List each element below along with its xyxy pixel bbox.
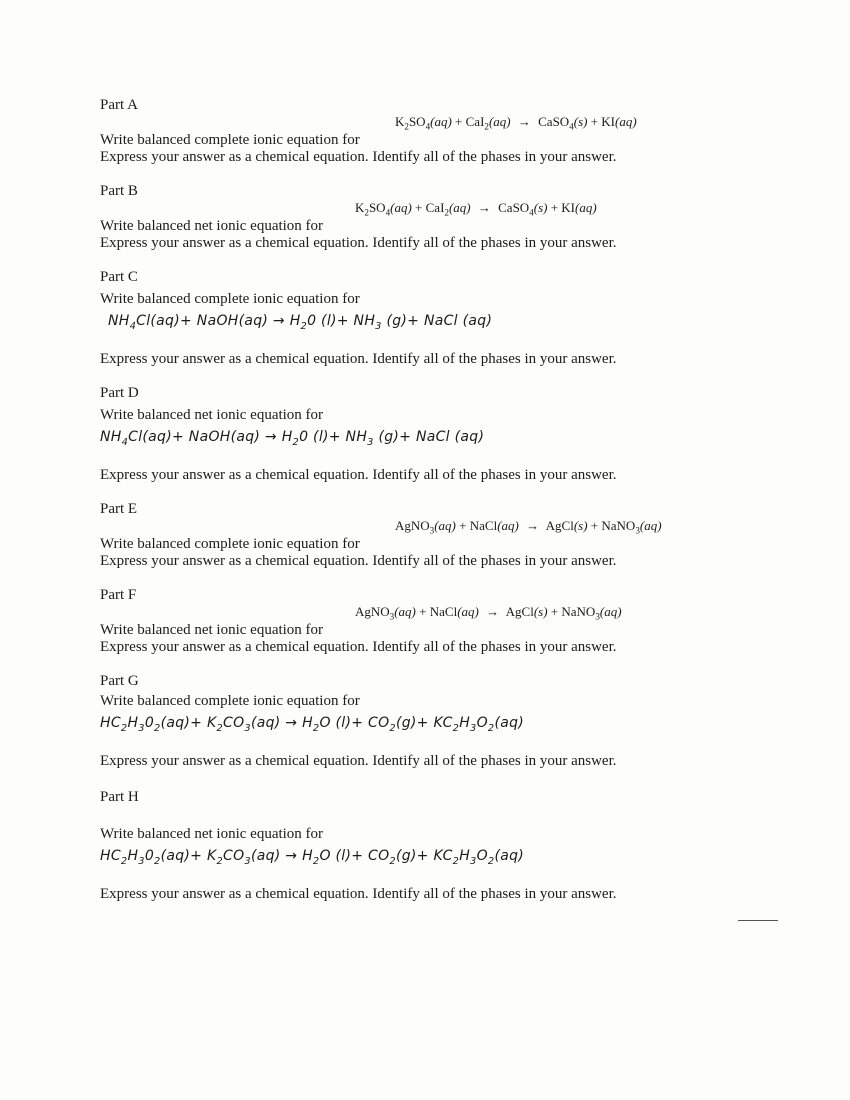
part-c-title: Part C (100, 269, 138, 285)
part-g (100, 673, 800, 770)
part-g-prompt: Write balanced complete ionic equation for (100, 693, 360, 709)
part-e-title: Part E (100, 501, 138, 517)
part-f-title: Part F (100, 587, 137, 603)
part-f-prompt-row (100, 604, 800, 638)
part-h-prompt: Write balanced net ionic equation for (100, 826, 324, 842)
part-b-equation: $K_2SO_4(aq) + CaI_2(aq)$ → CaSO$_4$(s) + KI(aq) (355, 200, 597, 218)
part-a-instruction: Express your answer as a chemical equation. Identify all of the phases in your answer. (100, 149, 617, 165)
part-a-equation: $K_2SO_4(aq) + CaI_2(aq)$ → CaSO$_4$(s) + KI(aq) (395, 114, 637, 132)
part-g-equation: $HC_2H_30_2(aq)+ K_2CO_3(aq) \to H_2O$ $(l)+ CO_2(g)+ KC_2H_3O_2(aq)$ (100, 715, 525, 734)
part-c-equation: $NH_4Cl(aq)+$ NaOH(aq) → $H_20$ $(l)+ NH_3$ (g)+ NaCl (aq) (108, 313, 493, 332)
part-c-prompt: Write balanced complete ionic equation for (100, 291, 360, 307)
part-h-title: Part H (100, 789, 139, 805)
part-a-prompt-row (100, 114, 800, 148)
part-c-instruction: Express your answer as a chemical equation. Identify all of the phases in your answer. (100, 350, 617, 367)
part-b-title: Part B (100, 183, 138, 199)
part-e-prompt: Write balanced complete ionic equation for (100, 536, 360, 552)
part-g-title: Part G (100, 673, 139, 689)
part-d-instruction: Express your answer as a chemical equation. Identify all of the phases in your answer. (100, 466, 617, 483)
part-e-prompt-row (100, 518, 800, 552)
part-g-instruction: Express your answer as a chemical equation. Identify all of the phases in your answer. (100, 752, 617, 769)
part-d-prompt: Write balanced net ionic equation for (100, 407, 324, 423)
part-h (100, 789, 800, 903)
part-e-equation: AgNO$_3$(aq) + NaCl(aq) → AgCl(s) + NaNO$_3$(aq) (395, 518, 662, 536)
part-a-title: Part A (100, 97, 138, 113)
part-h-equation: $HC_2H_30_2(aq)+ K_2CO_3(aq) \to H_2O$ $(l)+ CO_2(g)+ KC_2H_3O_2(aq)$ (100, 848, 525, 867)
part-e-instruction: Express your answer as a chemical equation. Identify all of the phases in your answer. (100, 553, 617, 569)
scan-edge-mark (738, 920, 778, 921)
part-d-equation: $NH_4Cl(aq)+$ NaOH(aq) → $H_20$ $(l)+ NH_3$ (g)+ NaCl (aq) (100, 429, 485, 448)
part-d (100, 385, 800, 484)
part-f-equation: AgNO$_3$(aq) + NaCl(aq) → AgCl(s) + NaNO$_3$(aq) (355, 604, 622, 622)
part-b-prompt: Write balanced net ionic equation for (100, 218, 324, 234)
part-e (100, 501, 800, 570)
part-b-instruction: Express your answer as a chemical equation. Identify all of the phases in your answer. (100, 235, 617, 251)
part-a-prompt: Write balanced complete ionic equation for (100, 132, 360, 148)
part-a (100, 97, 800, 166)
part-f-prompt: Write balanced net ionic equation for (100, 622, 324, 638)
part-f (100, 587, 800, 656)
part-b-prompt-row (100, 200, 800, 234)
part-b (100, 183, 800, 252)
part-c (100, 269, 800, 368)
part-d-title: Part D (100, 385, 139, 401)
part-h-instruction: Express your answer as a chemical equation. Identify all of the phases in your answer. (100, 885, 617, 902)
part-f-instruction: Express your answer as a chemical equation. Identify all of the phases in your answer. (100, 639, 617, 655)
